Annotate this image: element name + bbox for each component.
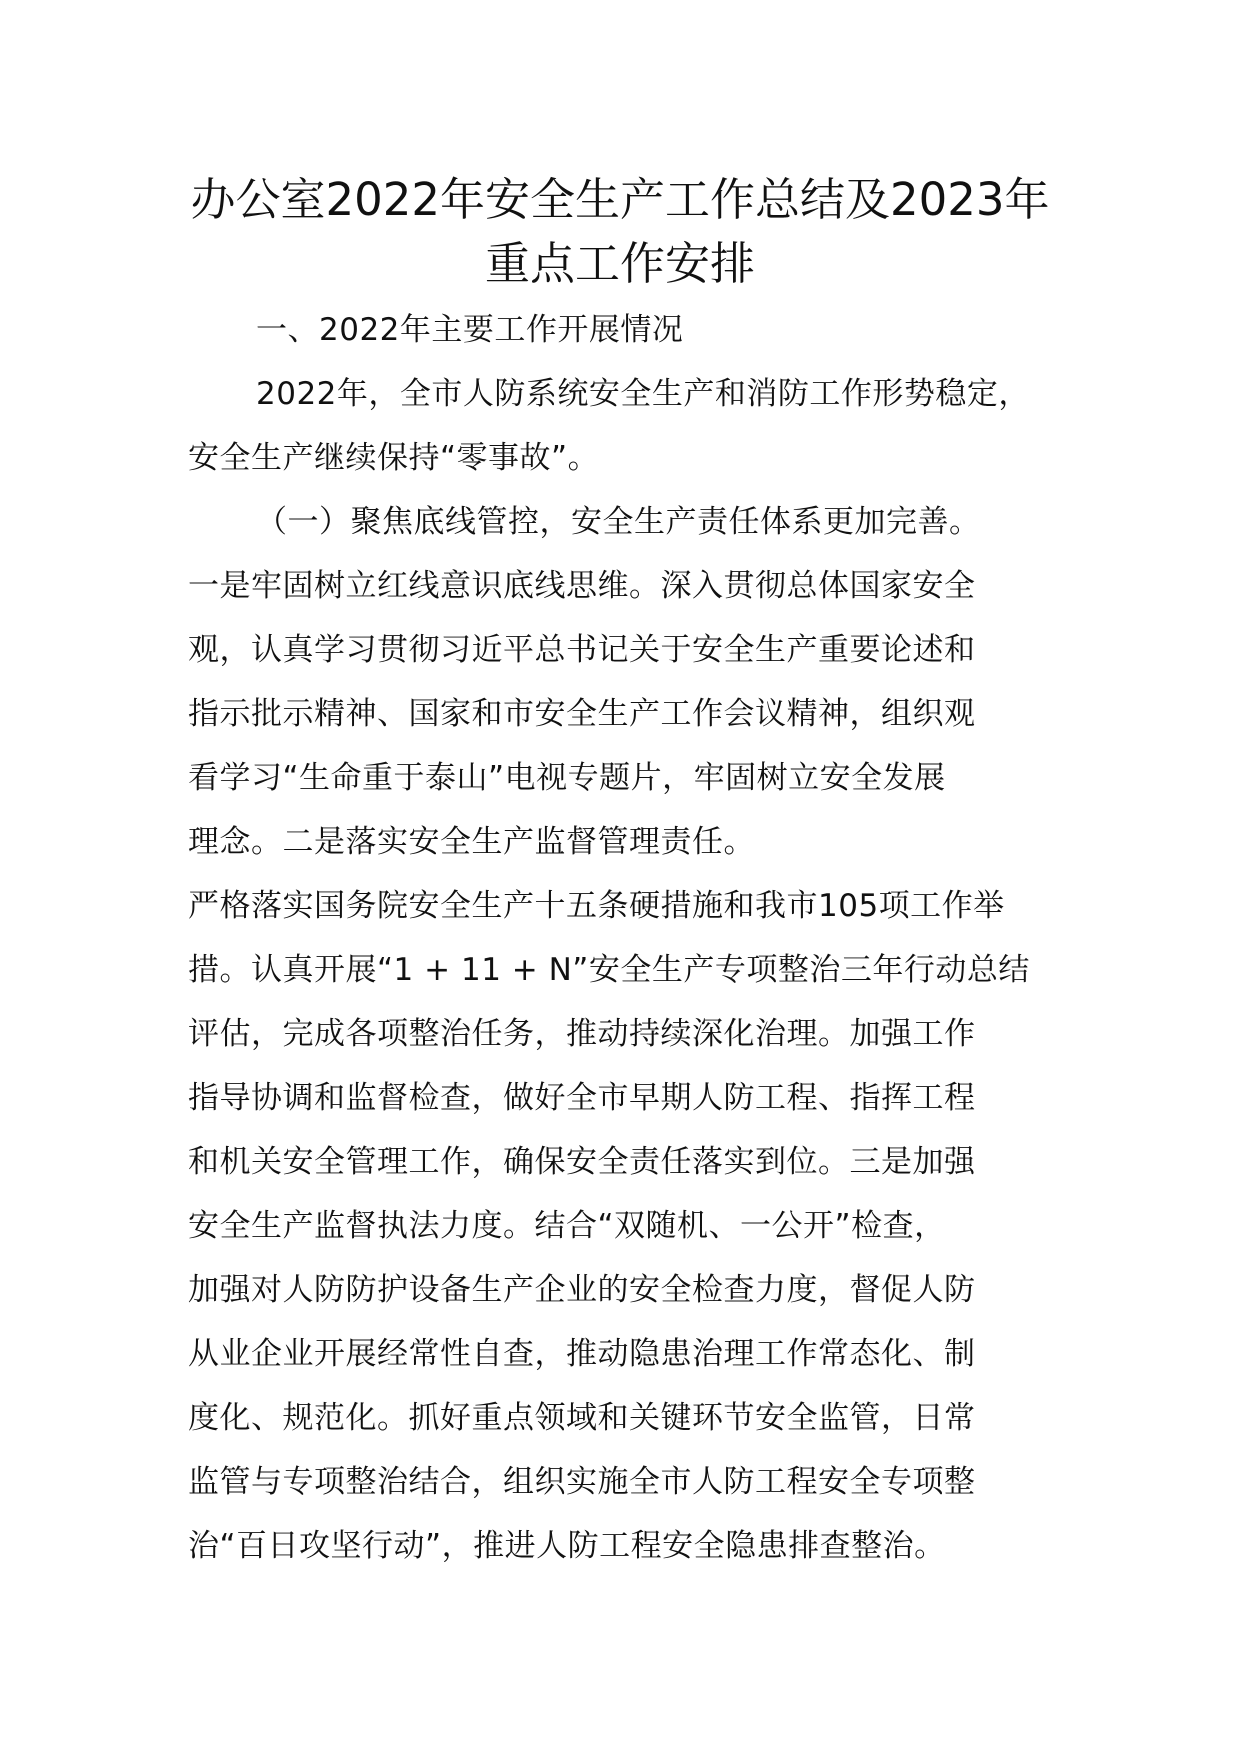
paragraph-line: 评估，完成各项整治任务，推动持续深化治理。加强工作 xyxy=(188,1016,976,1052)
section-heading: 一、2022年主要工作开展情况 xyxy=(256,312,684,348)
paragraph-line: 治“百日攻坚行动”，推进人防工程安全隐患排查整治。 xyxy=(188,1528,946,1564)
paragraph-line: 从业企业开展经常性自查，推动隐患治理工作常态化、制 xyxy=(188,1336,976,1372)
document-title-line-2: 重点工作安排 xyxy=(484,237,755,290)
paragraph-line: 监管与专项整治结合，组织实施全市人防工程安全专项整 xyxy=(188,1464,976,1500)
paragraph-line: 一是牢固树立红线意识底线思维。深入贯彻总体国家安全 xyxy=(188,568,976,604)
paragraph-line: 理念。二是落实安全生产监督管理责任。 xyxy=(188,824,755,860)
paragraph-line: 安全生产继续保持“零事故”。 xyxy=(188,440,600,476)
paragraph-line: 指示批示精神、国家和市安全生产工作会议精神，组织观 xyxy=(188,696,976,732)
paragraph-line: 指导协调和监督检查，做好全市早期人防工程、指挥工程 xyxy=(188,1080,976,1116)
paragraph-line: 措。认真开展“1 + 11 + N”安全生产专项整治三年行动总结 xyxy=(188,952,1030,988)
paragraph-line: 和机关安全管理工作，确保安全责任落实到位。三是加强 xyxy=(188,1144,976,1180)
subsection-heading: （一）聚焦底线管控，安全生产责任体系更加完善。 xyxy=(256,504,981,540)
paragraph-line: 看学习“生命重于泰山”电视专题片，牢固树立安全发展 xyxy=(188,760,946,796)
document-title-line-1: 办公室2022年安全生产工作总结及2023年 xyxy=(190,173,1050,226)
paragraph-line: 加强对人防防护设备生产企业的安全检查力度，督促人防 xyxy=(188,1272,976,1308)
paragraph-line: 安全生产监督执法力度。结合“双随机、一公开”检查， xyxy=(188,1208,946,1244)
paragraph-line: 严格落实国务院安全生产十五条硬措施和我市105项工作举 xyxy=(188,888,1005,924)
paragraph-line: 2022年，全市人防系统安全生产和消防工作形势稳定， xyxy=(256,376,1030,412)
paragraph-line: 度化、规范化。抓好重点领域和关键环节安全监管，日常 xyxy=(188,1400,976,1436)
paragraph-line: 观，认真学习贯彻习近平总书记关于安全生产重要论述和 xyxy=(188,632,976,668)
